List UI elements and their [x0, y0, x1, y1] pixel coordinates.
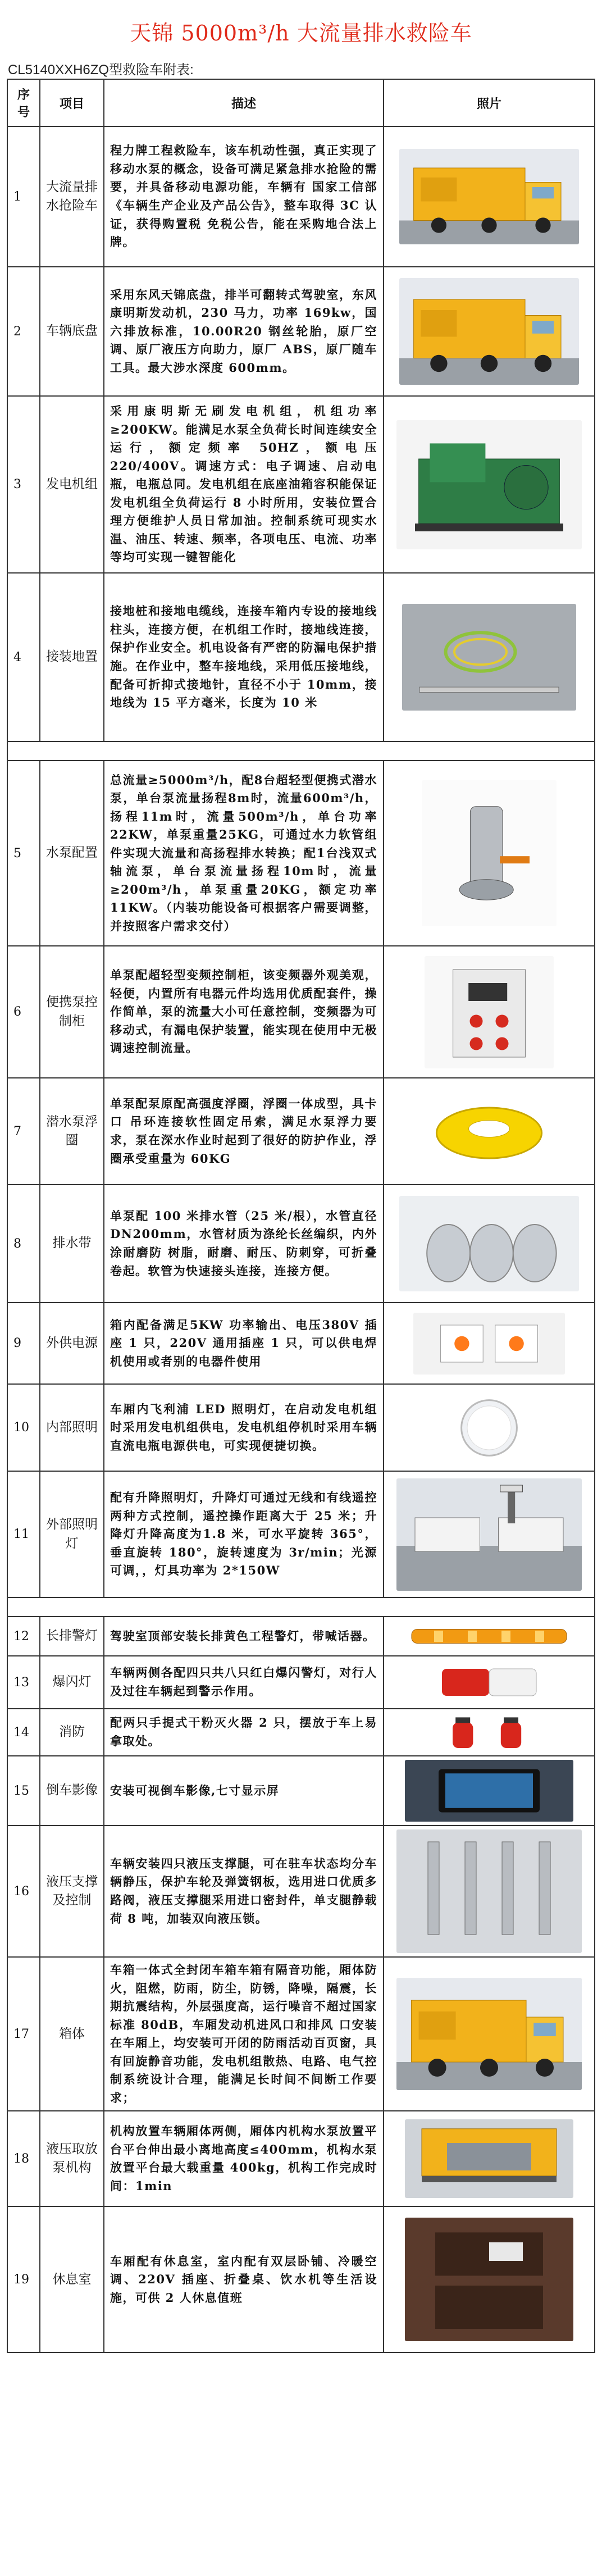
row-desc: 配两只手提式干粉灭火器 2 只，摆放于车上易拿取处。 — [104, 1709, 384, 1756]
row-desc: 接地桩和接地电缆线，连接车箱内专设的接地线柱头，连接方便，在机组工作时，接地线连接，保护作业安全。机电设备有严密的防漏电保护措施。在作业中，整车接地线，采用低压接地线，配备可折抑式接地针，直径不小于 10mm，接地线为 15 平方毫米，长度为 10 米 — [104, 573, 384, 741]
row-num: 14 — [7, 1709, 40, 1756]
row-desc: 车辆两侧各配四只共八只红白爆闪警灯，对行人及过往车辆起到警示作用。 — [104, 1656, 384, 1709]
warning-lightbar-image — [405, 1622, 573, 1650]
row-desc: 安装可视倒车影像,七寸显示屏 — [104, 1756, 384, 1826]
row-num: 13 — [7, 1656, 40, 1709]
row-desc: 机构放置车辆厢体两侧，厢体内机构水泵放置平台平台伸出最小离地高度≤400mm，机构水泵放置平台最大载重量 400kg，机构工作完成时间：1min — [104, 2111, 384, 2206]
row-num: 7 — [7, 1078, 40, 1185]
generator-image — [396, 420, 582, 549]
row-photo — [384, 1078, 595, 1185]
row-item: 液压支撑及控制 — [40, 1826, 104, 1957]
table-row — [7, 946, 595, 1078]
row-desc: 车箱一体式全封闭车箱车箱有隔音功能，厢体防火，阻燃，防雨，防尘，防锈，降噪，隔震，长期抗震结构，外层强度高，运行噪音不超过国家标准 80dB，车厢发动机进风口和排风 口安装在车厢上，均安装可开闭的防雨活动百页窗，具有回旋静音功能，发电机组散热、电路、电气控制系统设计合理，能满足长时间不间断工作要求； — [104, 1957, 384, 2111]
header-desc: 描述 — [104, 79, 384, 126]
row-num: 4 — [7, 573, 40, 741]
row-num: 15 — [7, 1756, 40, 1826]
row-item: 长排警灯 — [40, 1617, 104, 1656]
row-item: 休息室 — [40, 2206, 104, 2352]
separator-cell — [7, 741, 595, 761]
table-header-row — [7, 79, 595, 126]
fire-extinguisher-image — [416, 1713, 562, 1752]
strobe-light-image — [411, 1660, 568, 1705]
row-item: 倒车影像 — [40, 1756, 104, 1826]
hydraulic-leg-image — [396, 1829, 582, 1953]
row-photo — [384, 761, 595, 946]
separator-cell — [7, 1598, 595, 1617]
table-row — [7, 1471, 595, 1598]
row-photo — [384, 1957, 595, 2111]
row-desc: 单泵配 100 米排水管（25 米/根），水管直径 DN200mm，水管材质为涤纶长丝编织，内外涂耐磨防 树脂，耐磨、耐压、防刺穿，可折叠卷起。软管为快速接头连接，连接方便。 — [104, 1185, 384, 1303]
row-item: 外供电源 — [40, 1303, 104, 1384]
table-row — [7, 1078, 595, 1185]
row-photo — [384, 126, 595, 267]
row-item: 发电机组 — [40, 396, 104, 573]
row-photo — [384, 2206, 595, 2352]
row-num: 17 — [7, 1957, 40, 2111]
reversing-camera-image — [405, 1760, 573, 1822]
table-row — [7, 1826, 595, 1957]
table-row — [7, 1617, 595, 1656]
row-item: 外部照明灯 — [40, 1471, 104, 1598]
row-photo — [384, 1303, 595, 1384]
row-photo — [384, 1826, 595, 1957]
row-num: 1 — [7, 126, 40, 267]
row-photo — [384, 573, 595, 741]
row-desc: 车辆安装四只液压支撑腿，可在驻车状态均分车辆静压，保护车轮及弹簧钢板，选用进口优质多路阀，液压支撑腿采用进口密封件，单支腿静载荷 8 吨，加装双向液压锁。 — [104, 1826, 384, 1957]
row-item: 车辆底盘 — [40, 267, 104, 396]
document-title: 天锦 5000m³/h 大流量排水救险车 — [130, 21, 472, 45]
document-subtitle: CL5140XXH6ZQ型救险车附表: — [8, 62, 194, 78]
float-ring-image — [416, 1089, 562, 1173]
row-item: 便携泵控制柜 — [40, 946, 104, 1078]
table-row — [7, 761, 595, 946]
table-row — [7, 1756, 595, 1826]
header-photo: 照片 — [384, 79, 595, 126]
row-desc: 单泵配泵原配高强度浮圈，浮圈一体成型，具卡 口 吊环连接软性固定吊索，满足水泵浮力要求，泵在深水作业时起到了很好的防护作业，浮圈承受重量为 60KG — [104, 1078, 384, 1185]
row-photo — [384, 1756, 595, 1826]
rest-room-image — [405, 2218, 573, 2341]
row-item: 水泵配置 — [40, 761, 104, 946]
table-row — [7, 573, 595, 741]
row-num: 8 — [7, 1185, 40, 1303]
row-num: 3 — [7, 396, 40, 573]
row-photo — [384, 1617, 595, 1656]
control-cabinet-image — [425, 956, 554, 1068]
row-photo — [384, 267, 595, 396]
row-num: 2 — [7, 267, 40, 396]
row-item: 爆闪灯 — [40, 1656, 104, 1709]
row-num: 5 — [7, 761, 40, 946]
lifting-light-image — [396, 1478, 582, 1591]
row-num: 11 — [7, 1471, 40, 1598]
row-desc: 车厢内飞利浦 LED 照明灯，在启动发电机组时采用发电机组供电，发电机组停机时采用车辆直流电瓶电源供电，可实现便捷切换。 — [104, 1384, 384, 1471]
row-photo — [384, 1471, 595, 1598]
drain-hose-image — [399, 1196, 579, 1291]
table-row — [7, 267, 595, 396]
row-num: 18 — [7, 2111, 40, 2206]
row-desc: 箱内配备满足5KW 功率输出、电压380V 插座 1 只，220V 通用插座 1 只，可以供电焊机使用或者别的电器件使用 — [104, 1303, 384, 1384]
table-row — [7, 2206, 595, 2352]
row-photo — [384, 396, 595, 573]
row-num: 16 — [7, 1826, 40, 1957]
row-desc: 驾驶室顶部安装长排黄色工程警灯，带喊话器。 — [104, 1617, 384, 1656]
row-photo — [384, 1185, 595, 1303]
chassis-truck-image — [399, 278, 579, 385]
pump-platform-image — [405, 2119, 573, 2198]
row-item: 液压取放泵机构 — [40, 2111, 104, 2206]
row-num: 9 — [7, 1303, 40, 1384]
table-row — [7, 1957, 595, 2111]
table-row — [7, 1656, 595, 1709]
table-row — [7, 1303, 595, 1384]
row-num: 19 — [7, 2206, 40, 2352]
row-item: 潜水泵浮圈 — [40, 1078, 104, 1185]
power-socket-image — [413, 1313, 565, 1375]
table-row — [7, 1709, 595, 1756]
row-item: 排水带 — [40, 1185, 104, 1303]
row-photo — [384, 1709, 595, 1756]
row-photo — [384, 1384, 595, 1471]
table-row — [7, 1384, 595, 1471]
row-desc: 总流量≥5000m³/h，配8台超轻型便携式潜水泵，单台泵流量扬程8m时，流量600m³/h，扬程11m时，流量500m³/h，单台功率22KW，单泵重量25KG，可通过水力软管组件实现大流量和高扬程排水转换；配1台浅双式轴流泵，单台泵流量扬程10m时，流量≥200m³/h，单泵重量20KG，额定功率11KW。（内装功能设备可根据客户需要调整，并按照客户需求交付） — [104, 761, 384, 946]
row-photo — [384, 946, 595, 1078]
ceiling-light-image — [416, 1391, 562, 1464]
table-row — [7, 2111, 595, 2206]
row-desc: 采用东风天锦底盘，排半可翻转式驾驶室，东风康明斯发动机，230 马力，功率 169kw，国六排放标准，10.00R20 钢丝轮胎，原厂空调、原厂液压方向助力，原厂 ABS，原厂随车工具。最大涉水深度 600mm。 — [104, 267, 384, 396]
table-separator — [7, 741, 595, 761]
row-num: 6 — [7, 946, 40, 1078]
grounding-cable-image — [402, 604, 576, 711]
submersible-pump-image — [422, 780, 557, 926]
row-item: 内部照明 — [40, 1384, 104, 1471]
row-item: 消防 — [40, 1709, 104, 1756]
row-item: 大流量排水抢险车 — [40, 126, 104, 267]
row-desc: 配有升降照明灯，升降灯可通过无线和有线遥控两种方式控制，遥控操作距离大于 25 米；升降灯升降高度为1.8 米，可水平旋转 365°，垂直旋转 180°，旋转速度为 3r/min；光源可调，，灯具功率为 2*150W — [104, 1471, 384, 1598]
row-photo — [384, 1656, 595, 1709]
header-item: 项目 — [40, 79, 104, 126]
row-item: 接装地置 — [40, 573, 104, 741]
table-separator — [7, 1598, 595, 1617]
row-num: 10 — [7, 1384, 40, 1471]
yellow-truck-image — [399, 149, 579, 244]
header-num: 序号 — [7, 79, 40, 126]
row-photo — [384, 2111, 595, 2206]
row-desc: 采用康明斯无刷发电机组，机组功率≥200KW。能满足水泵全负荷长时间连续安全运行，额定频率 50HZ，额电压 220/400V。调速方式：电子调速、启动电瓶，电瓶总同。发电机组在底座油箱容积能保证发电机组全负荷运行 8 小时所用，安装位置合理方便维护人员日常加油。控制系统可现实水温、油压、转速、频率，各项电压、电流、功率等均可实现一键智能化 — [104, 396, 384, 573]
spec-table — [7, 79, 595, 2353]
box-body-image — [396, 1978, 582, 2090]
row-item: 箱体 — [40, 1957, 104, 2111]
row-desc: 车厢配有休息室，室内配有双层卧铺、冷暖空调、220V 插座、折叠桌、饮水机等生活设施，可供 2 人休息值班 — [104, 2206, 384, 2352]
row-desc: 程力牌工程救险车，该车机动性强，真正实现了移动水泵的概念，设备可满足紧急排水抢险的需要，并具备移动电源功能，车辆有 国家工信部《车辆生产企业及产品公告》，整车取得 3C 认证，获得购置税 免税公告，能在采购地合法上牌。 — [104, 126, 384, 267]
row-num: 12 — [7, 1617, 40, 1656]
table-row — [7, 126, 595, 267]
table-row — [7, 1185, 595, 1303]
table-row — [7, 396, 595, 573]
row-desc: 单泵配超轻型变频控制柜，该变频器外观美观，轻便，内置所有电器元件均选用优质配套件，操作简单，泵的流量大小可任意控制，变频器为可移动式，有漏电保护装置，能实现在使用中无极调速控制流量。 — [104, 946, 384, 1078]
